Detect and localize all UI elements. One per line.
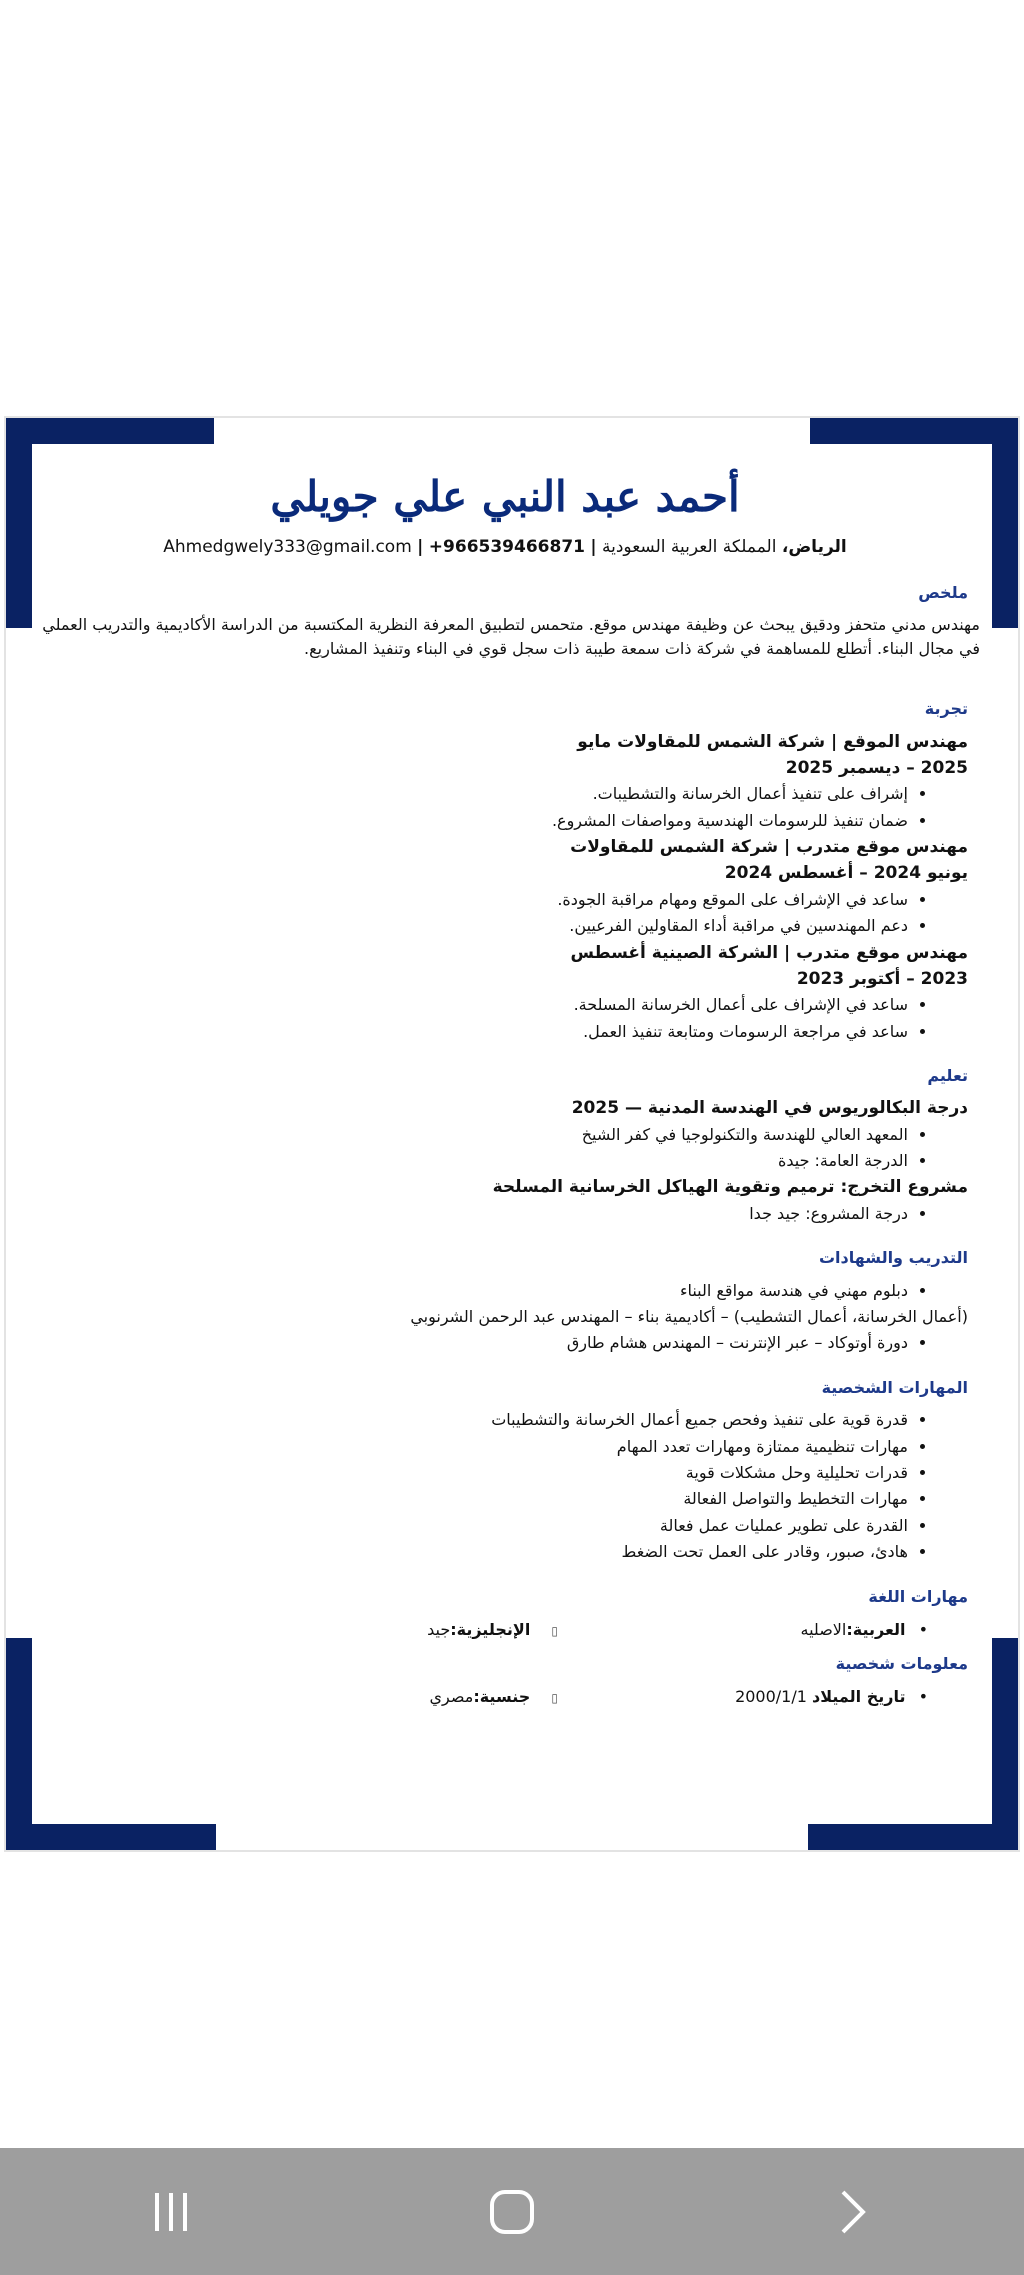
- graduation-project: مشروع التخرج: ترميم وتقوية الهياكل الخرسانية المسلحة: [492, 1177, 968, 1198]
- list-item: • ضمان تنفيذ للرسومات الهندسية ومواصفات المشروع.: [42, 808, 908, 834]
- personal-row: [42, 1683, 968, 1712]
- resume-page: [6, 418, 1018, 1850]
- contact-city: الرياض،: [781, 537, 847, 558]
- recent-apps-icon: [149, 2190, 193, 2234]
- birth-date: • تاريخ الميلاد 2000/1/1: [735, 1687, 928, 1707]
- list-item: • القدرة على تطوير عمليات عمل فعالة: [42, 1513, 908, 1539]
- birth-label: تاريخ الميلاد: [812, 1687, 906, 1707]
- list-item: • مهارات تنظيمية ممتازة ومهارات تعدد المهام: [42, 1434, 908, 1460]
- personal-heading: معلومات شخصية: [835, 1653, 968, 1673]
- experience-heading: تجربة: [924, 699, 968, 719]
- frame-top-right-bar: [810, 418, 1018, 444]
- project-bullets: [42, 1201, 968, 1227]
- nationality: [430, 1683, 558, 1712]
- nationality-value: مصري: [429, 1687, 474, 1707]
- recent-apps-button[interactable]: [111, 2172, 231, 2252]
- training-bullets-2: [42, 1330, 968, 1356]
- list-item: • قدرة قوية على تنفيذ وفحص جميع أعمال الخرسانة والتشطيبات: [42, 1407, 908, 1433]
- summary-text: مهندس مدني متحفز ودقيق يبحث عن وظيفة مهندس موقع. متحمس لتطبيق المعرفة النظرية المكتسبة من الدراسة الأكاديمية والتدريب العملي في مجال البناء. أتطلع للمساهمة في شركة ذات سمعة طيبة ذات سجل قوي في البناء وتنفيذ المشاريع.: [42, 614, 980, 659]
- job-2-heading: مهندس موقع متدرب | شركة الشمس للمقاولات يونيو 2024 – أغسطس 2024: [570, 837, 968, 884]
- system-navigation-bar: [0, 2148, 1024, 2275]
- education-bullets: [42, 1122, 968, 1175]
- education-heading: تعليم: [927, 1065, 968, 1085]
- skills-heading: المهارات الشخصية: [821, 1377, 968, 1397]
- list-item: • الدرجة العامة: جيدة: [42, 1148, 908, 1174]
- frame-top-right-side: [992, 418, 1018, 628]
- job-1-heading: مهندس الموقع | شركة الشمس للمقاولات مايو 2025 – ديسمبر 2025: [577, 731, 968, 778]
- degree-title: درجة البكالوريوس في الهندسة المدنية — 2025: [571, 1098, 968, 1119]
- summary-heading: ملخص: [918, 583, 968, 603]
- birth-value: 2000/1/1: [735, 1687, 807, 1707]
- home-icon: [487, 2187, 537, 2237]
- job-1-bullets: [42, 781, 968, 834]
- language-arabic: • العربية:الاصليه: [800, 1619, 928, 1639]
- list-item: • إشراف على تنفيذ أعمال الخرسانة والتشطيبات.: [42, 781, 908, 807]
- contact-phone[interactable]: +966539466871: [428, 537, 585, 558]
- language-english: [427, 1616, 558, 1645]
- list-item: • دورة أوتوكاد – عبر الإنترنت – المهندس هشام طارق: [42, 1330, 908, 1356]
- frame-top-left-bar: [6, 418, 214, 444]
- list-item: • درجة المشروع: جيد جدا: [42, 1201, 908, 1227]
- list-item: • مهارات التخطيط والتواصل الفعالة: [42, 1486, 908, 1512]
- english-value: جيد: [427, 1619, 451, 1639]
- back-button[interactable]: [793, 2172, 913, 2252]
- frame-bottom-left-bar: [6, 1824, 216, 1850]
- list-item: • المعهد العالي للهندسة والتكنولوجيا في كفر الشيخ: [42, 1122, 908, 1148]
- arabic-value: الاصليه: [800, 1619, 847, 1639]
- contact-sep-1: |: [590, 537, 597, 558]
- skills-list: [42, 1407, 968, 1565]
- english-label: الإنجليزية:: [450, 1619, 531, 1639]
- arabic-label: العربية:: [846, 1619, 906, 1639]
- contact-line: [42, 536, 968, 560]
- home-button[interactable]: [452, 2172, 572, 2252]
- frame-bottom-right-bar: [808, 1824, 1018, 1850]
- training-bullets-1: [42, 1278, 968, 1304]
- contact-location: المملكة العربية السعودية: [602, 537, 777, 558]
- languages-row: [42, 1616, 968, 1645]
- list-item: • ساعد في الإشراف على أعمال الخرسانة المسلحة.: [42, 992, 908, 1018]
- missing-glyph-icon: ▯: [551, 1691, 558, 1706]
- resume-content: [42, 448, 980, 1712]
- list-item: • ساعد في الإشراف على الموقع ومهام مراقبة الجودة.: [42, 887, 908, 913]
- training-detail-line: (أعمال الخرسانة، أعمال التشطيب) – أكاديمية بناء – المهندس عبد الرحمن الشرنوبي: [410, 1307, 968, 1326]
- contact-sep-2: |: [417, 537, 424, 558]
- candidate-name: أحمد عبد النبي علي جويلي: [270, 472, 740, 521]
- nationality-label: جنسية:: [473, 1687, 531, 1707]
- list-item: • دعم المهندسين في مراقبة أداء المقاولين الفرعيين.: [42, 913, 908, 939]
- list-item: • هادئ، صبور، وقادر على العمل تحت الضغط: [42, 1539, 908, 1565]
- frame-top-left-side: [6, 418, 32, 628]
- missing-glyph-icon: ▯: [551, 1623, 558, 1638]
- list-item: • قدرات تحليلية وحل مشكلات قوية: [42, 1460, 908, 1486]
- job-3-heading: مهندس موقع متدرب | الشركة الصينية أغسطس 2023 – أكتوبر 2023: [570, 942, 968, 989]
- contact-email[interactable]: Ahmedgwely333@gmail.com: [163, 537, 412, 558]
- frame-bottom-right-side: [992, 1638, 1018, 1850]
- job-3-bullets: [42, 992, 968, 1045]
- chevron-right-icon: [838, 2188, 868, 2236]
- job-2-bullets: [42, 887, 968, 940]
- training-heading: التدريب والشهادات: [818, 1248, 968, 1268]
- frame-bottom-left-side: [6, 1638, 32, 1850]
- languages-heading: مهارات اللغة: [868, 1586, 968, 1606]
- list-item: • ساعد في مراجعة الرسومات ومتابعة تنفيذ العمل.: [42, 1019, 908, 1045]
- list-item: • دبلوم مهني في هندسة مواقع البناء: [42, 1278, 908, 1304]
